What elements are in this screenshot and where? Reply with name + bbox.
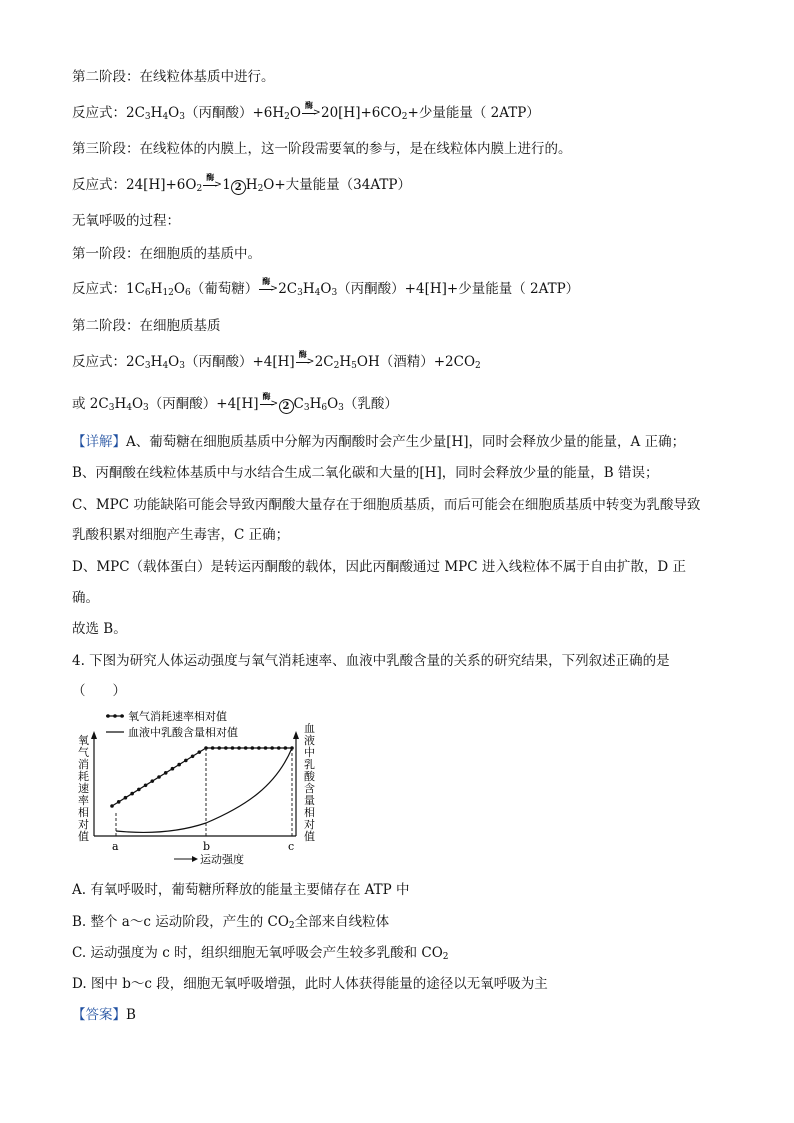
oxygen-point	[137, 788, 141, 792]
y-axis-left-arrow-icon	[91, 731, 97, 739]
oxygen-point	[164, 771, 168, 775]
eq-part: （丙酮酸）+4[H]	[148, 396, 259, 412]
oxygen-point	[110, 804, 114, 808]
eq-sub: 3	[108, 403, 115, 413]
axis-label-char: 液	[304, 734, 315, 747]
oxygen-point	[270, 746, 274, 750]
oxygen-point	[257, 746, 261, 750]
eq-part: O	[131, 396, 144, 412]
oxygen-point	[251, 746, 255, 750]
eq-part: C	[293, 396, 304, 412]
eq-sub: 12	[162, 288, 174, 298]
eq-sub: 4	[162, 361, 169, 371]
axis-label-char: 相	[304, 806, 315, 819]
oxygen-point	[191, 754, 195, 758]
eq-sub: 3	[144, 112, 151, 122]
oxygen-point	[130, 792, 134, 796]
enzyme-label: 酶	[298, 349, 307, 359]
explanation-option-a	[72, 433, 685, 451]
eq-part: O+大量能量（34ATP）	[263, 177, 411, 193]
y-axis-right-label	[304, 722, 316, 843]
axis-label-char: 对	[78, 818, 89, 831]
eq-part: 反应式：1C	[72, 281, 145, 297]
chart-legend	[106, 709, 238, 739]
eq-sub: 2	[442, 952, 449, 962]
legend-oxygen: 氧气消耗速率相对值	[128, 710, 227, 723]
eq-part: H	[150, 105, 163, 121]
eq-sub: 6	[321, 403, 328, 413]
series-oxygen	[110, 746, 294, 808]
eq-sub: 4	[314, 288, 321, 298]
eq-part: O	[173, 281, 185, 297]
tick-label-a: a	[112, 840, 119, 853]
explanation-option-c-line1: C、MPC 功能缺陷可能会导致丙酮酸大量存在于细胞质基质，而后可能会在细胞质基质中转变为乳酸导致	[72, 497, 701, 513]
option-b-text: B. 整个 a～c 运动阶段，产生的 CO	[72, 914, 289, 930]
eq-part: H	[245, 177, 258, 193]
eq-part: H	[309, 396, 322, 412]
enzyme-arrow-icon: 酶 >	[296, 354, 314, 368]
enzyme-arrow-icon: 酶 >	[259, 281, 277, 295]
y-axis-left-label	[78, 733, 89, 843]
eq-sub: 2	[475, 361, 481, 371]
answer-label: 【答案】	[72, 1007, 126, 1023]
eq-part: 反应式：2C	[72, 354, 145, 370]
oxygen-point	[264, 746, 268, 750]
eq-part: （葡萄糖）	[190, 281, 259, 297]
enzyme-label: 酶	[262, 391, 271, 401]
eq-part: H	[150, 354, 163, 370]
eq-part: OH（酒精）+2CO	[356, 354, 476, 370]
axis-label-char: 中	[304, 746, 315, 759]
eq-part: H	[150, 281, 163, 297]
axis-label-char: 率	[78, 794, 89, 807]
eq-part: 反应式：2C	[72, 105, 145, 121]
answer-value: B	[126, 1007, 136, 1023]
eq-part: O	[320, 281, 332, 297]
eq-sub: 2	[333, 361, 340, 371]
question-4-bracket: （ ）	[72, 683, 126, 699]
oxygen-point	[204, 746, 208, 750]
eq-sub: 4	[162, 112, 169, 122]
eq-part: O	[327, 396, 339, 412]
oxygen-point	[244, 746, 248, 750]
eq-sub: 3	[144, 361, 151, 371]
y-axis-right-arrow-icon	[293, 731, 299, 739]
axis-label-char: 消	[78, 758, 89, 771]
option-c-text: C. 运动强度为 c 时，组织细胞无氧呼吸会产生较多乳酸和 CO	[72, 945, 443, 961]
enzyme-label: 酶	[304, 100, 313, 110]
oxygen-point	[231, 746, 235, 750]
oxygen-point	[217, 746, 221, 750]
x-label-arrow-icon	[192, 856, 198, 862]
axis-label-char: 相	[78, 806, 89, 819]
enzyme-label: 酶	[206, 172, 215, 182]
eq-part: （丙酮酸）+6H	[184, 105, 285, 121]
axis-label-char: 酸	[304, 770, 315, 783]
axis-label-char: 气	[78, 746, 89, 759]
explanation-option-d-line2: 确。	[72, 590, 99, 606]
eq-part: （丙酮酸）+4[H]	[184, 354, 295, 370]
eq-part: H	[114, 396, 127, 412]
text-line-aerobic-stage3: 第三阶段：在线粒体的内膜上，这一阶段需要氧的参与，是在线粒体内膜上进行的。	[72, 141, 572, 157]
eq-sub: 3	[338, 403, 344, 413]
enzyme-arrow-icon: 酶 >	[260, 396, 278, 410]
tick-label-c: c	[288, 840, 295, 853]
oxygen-point	[211, 746, 215, 750]
oxygen-point	[157, 775, 161, 779]
oxygen-point	[184, 759, 188, 763]
eq-sub: 3	[179, 112, 185, 122]
eq-sub: 6	[184, 288, 191, 298]
eq-part: O	[168, 354, 180, 370]
eq-sub: 6	[144, 288, 151, 298]
oxygen-point	[237, 746, 241, 750]
axis-label-char: 血	[304, 722, 315, 735]
oxygen-point	[150, 779, 154, 783]
eq-sub: 4	[126, 403, 132, 413]
axis-label-char: 耗	[78, 770, 89, 783]
oxygen-point	[124, 796, 128, 800]
axis-label-char: 对	[304, 818, 315, 831]
enzyme-arrow-icon: 酶 >	[302, 105, 320, 119]
eq-sub: 3	[143, 403, 149, 413]
eq-part: O	[168, 105, 180, 121]
legend-lactic: 血液中乳酸含量相对值	[128, 726, 238, 739]
axis-label-char: 乳	[304, 758, 315, 771]
axis-label-char: 值	[304, 830, 315, 843]
oxygen-point	[197, 750, 201, 754]
series-lactic	[116, 748, 292, 832]
eq-part: 2C	[314, 354, 334, 370]
eq-part: +少量能量（ 2ATP）	[407, 105, 540, 121]
eq-sub: 2	[257, 184, 264, 194]
answer-line	[72, 1006, 136, 1024]
equation-anaerobic-alcohol	[72, 349, 481, 371]
option-d[interactable]: D. 图中 b～c 段，细胞无氧呼吸增强，此时人体获得能量的途径以无氧呼吸为主	[72, 976, 548, 992]
eq-part: H	[339, 354, 352, 370]
axis-label-char: 氧	[78, 734, 89, 747]
equation-anaerobic-lactic	[72, 391, 398, 414]
axis-label-char: 含	[304, 782, 315, 795]
enzyme-arrow-icon: 酶 >	[203, 177, 221, 191]
question-4-stem: 4. 下图为研究人体运动强度与氧气消耗速率、血液中乳酸含量的关系的研究结果，下列叙述正确的是	[72, 653, 670, 669]
oxygen-point	[117, 800, 121, 804]
eq-part: （乳酸）	[343, 396, 398, 412]
option-c[interactable]	[72, 944, 449, 962]
eq-part: （丙酮酸）+4[H]+少量能量（ 2ATP）	[337, 281, 580, 297]
eq-sub: 2	[288, 921, 295, 931]
explanation-option-d-line1: D、MPC（载体蛋白）是转运丙酮酸的载体，因此丙酮酸通过 MPC 进入线粒体不属于自由扩散，D 正	[72, 559, 686, 575]
eq-part: H	[302, 281, 315, 297]
eq-sub: 2	[196, 184, 203, 194]
oxygen-point	[144, 783, 148, 787]
eq-sub: 3	[297, 288, 303, 298]
oxygen-point	[224, 746, 228, 750]
eq-part: 或 2C	[72, 396, 109, 412]
explanation-option-b: B、丙酮酸在线粒体基质中与水结合生成二氧化碳和大量的[H]，同时会释放少量的能量，B 错误；	[72, 465, 659, 481]
circled-number: 2	[231, 180, 246, 195]
axis-label-char: 值	[78, 830, 89, 843]
text-line-anaerobic-stage1: 第一阶段：在细胞质的基质中。	[72, 246, 261, 262]
axis-label-char: 量	[304, 794, 315, 807]
eq-part: O	[289, 105, 301, 121]
exercise-intensity-chart	[66, 706, 346, 866]
oxygen-point	[177, 763, 181, 767]
eq-sub: 3	[179, 361, 185, 371]
option-b[interactable]	[72, 913, 389, 931]
eq-sub: 5	[351, 361, 357, 371]
eq-part: 2C	[278, 281, 298, 297]
eq-sub: 2	[284, 112, 290, 122]
oxygen-point	[171, 767, 175, 771]
equation-aerobic-stage2	[72, 100, 540, 122]
eq-part: 1	[222, 177, 231, 193]
eq-sub: 3	[303, 403, 310, 413]
eq-part: 反应式：24[H]+6O	[72, 177, 197, 193]
explanation-option-c-line2: 乳酸积累对细胞产生毒害，C 正确；	[72, 527, 290, 543]
option-b-text: 全部来自线粒体	[294, 914, 390, 930]
eq-sub: 2	[401, 112, 408, 122]
text-line-anaerobic-stage2: 第二阶段：在细胞质基质	[72, 318, 221, 334]
oxygen-line	[112, 748, 292, 806]
x-axis-label: 运动强度	[200, 853, 244, 866]
explanation-label: 【详解】	[72, 434, 126, 450]
oxygen-point	[277, 746, 281, 750]
equation-anaerobic-stage1	[72, 276, 580, 298]
enzyme-label: 酶	[262, 276, 271, 286]
conclusion-text: 故选 B。	[72, 621, 127, 637]
axis-label-char: 速	[78, 782, 89, 795]
equation-aerobic-stage3	[72, 172, 411, 195]
oxygen-point	[284, 746, 288, 750]
explanation-text: A、葡萄糖在细胞质基质中分解为丙酮酸时会产生少量[H]，同时会释放少量的能量，A 正确；	[126, 434, 686, 450]
eq-sub: 3	[331, 288, 338, 298]
text-line-aerobic-stage2: 第二阶段：在线粒体基质中进行。	[72, 69, 275, 85]
eq-part: 20[H]+6CO	[320, 105, 402, 121]
option-a[interactable]: A. 有氧呼吸时，葡萄糖所释放的能量主要储存在 ATP 中	[72, 882, 410, 898]
tick-label-b: b	[203, 840, 211, 853]
text-line-anaerobic-title: 无氧呼吸的过程：	[72, 213, 180, 229]
circled-number: 2	[279, 399, 294, 414]
